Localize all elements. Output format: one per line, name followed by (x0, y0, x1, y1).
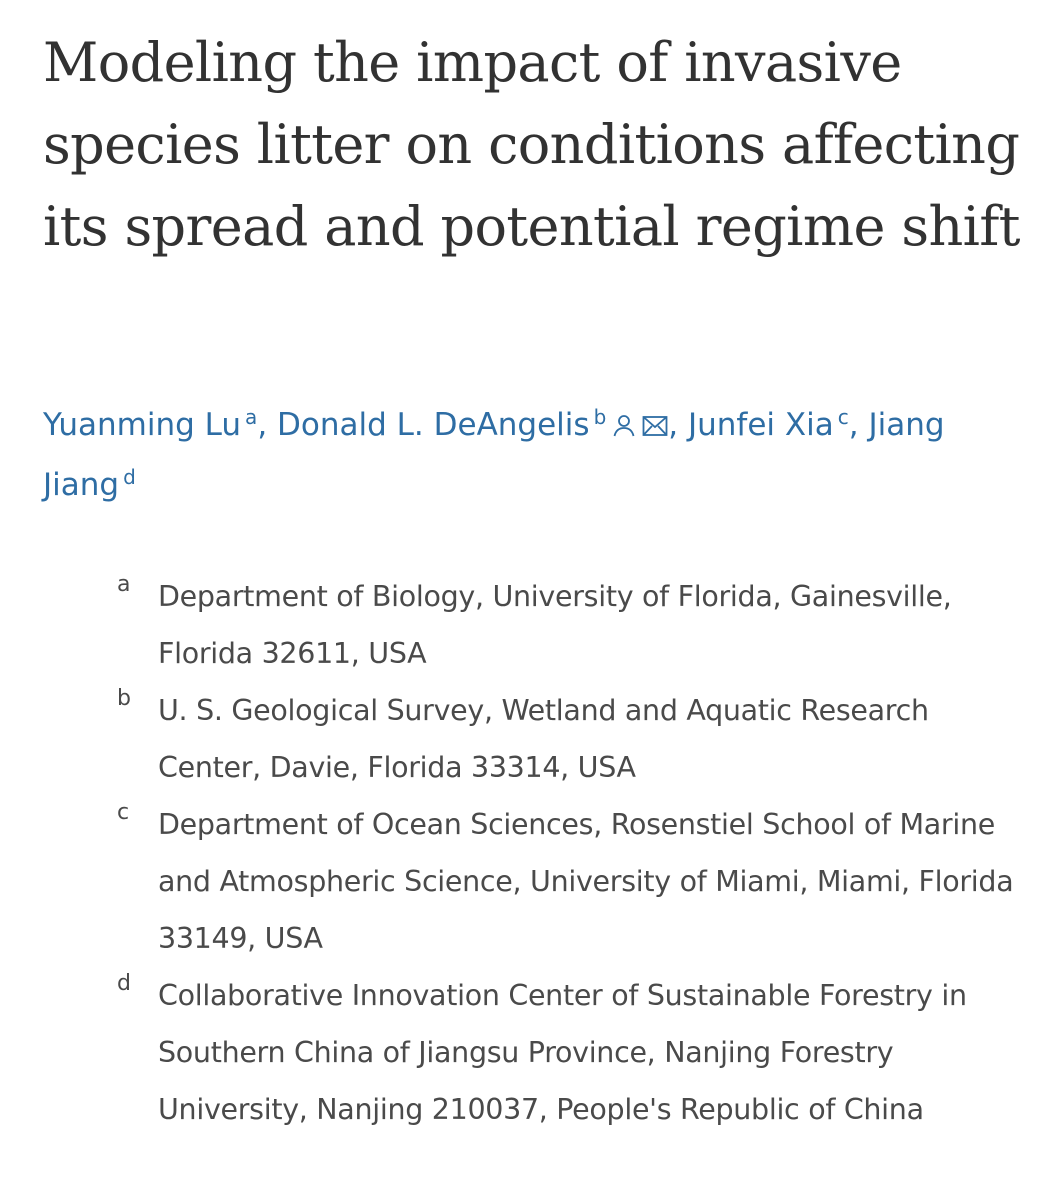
author-link-donald-deangelis[interactable] (277, 404, 668, 443)
person-icon[interactable] (612, 398, 636, 456)
affiliation-item (0, 568, 1051, 682)
affiliation-label: d (117, 971, 131, 996)
affiliation-ref: a (245, 404, 258, 429)
affiliation-label: b (117, 686, 131, 711)
affiliation-label: c (117, 800, 130, 825)
author-name: Jiang Jiang (43, 407, 945, 503)
affiliation-text: Collaborative Innovation Center of Sustainable Forestry in Southern China of Jiangsu Province, Nanjing Forestry University, Nanjing 210037, People's Republic of China (158, 979, 967, 1126)
author-link-yuanming-lu[interactable] (43, 404, 258, 443)
author-name: Yuanming Lu (43, 407, 242, 443)
author-name: Donald L. DeAngelis (277, 407, 590, 443)
affiliation-list (0, 568, 1051, 1138)
article-title: Modeling the impact of invasive species litter on conditions affecting its spread and potential regime shift (43, 31, 1020, 258)
affiliation-item (0, 796, 1051, 967)
affiliation-item (0, 967, 1051, 1138)
affiliation-ref: d (123, 464, 136, 489)
author-separator: , (848, 407, 869, 443)
affiliation-ref: c (837, 404, 849, 429)
author-list (43, 396, 1033, 514)
affiliation-label: a (117, 572, 131, 597)
affiliation-text: U. S. Geological Survey, Wetland and Aquatic Research Center, Davie, Florida 33314, USA (158, 694, 929, 784)
author-separator: , (668, 407, 688, 443)
author-separator: , (257, 407, 278, 443)
affiliation-ref: b (593, 404, 607, 429)
author-name: Junfei Xia (687, 407, 834, 443)
mail-icon[interactable] (642, 398, 668, 456)
affiliation-text: Department of Biology, University of Florida, Gainesville, Florida 32611, USA (158, 580, 952, 670)
affiliation-text: Department of Ocean Sciences, Rosenstiel School of Marine and Atmospheric Science, University of Miami, Miami, Florida 33149, USA (158, 808, 1014, 955)
author-link-junfei-xia[interactable] (687, 404, 849, 443)
affiliation-item (0, 682, 1051, 796)
